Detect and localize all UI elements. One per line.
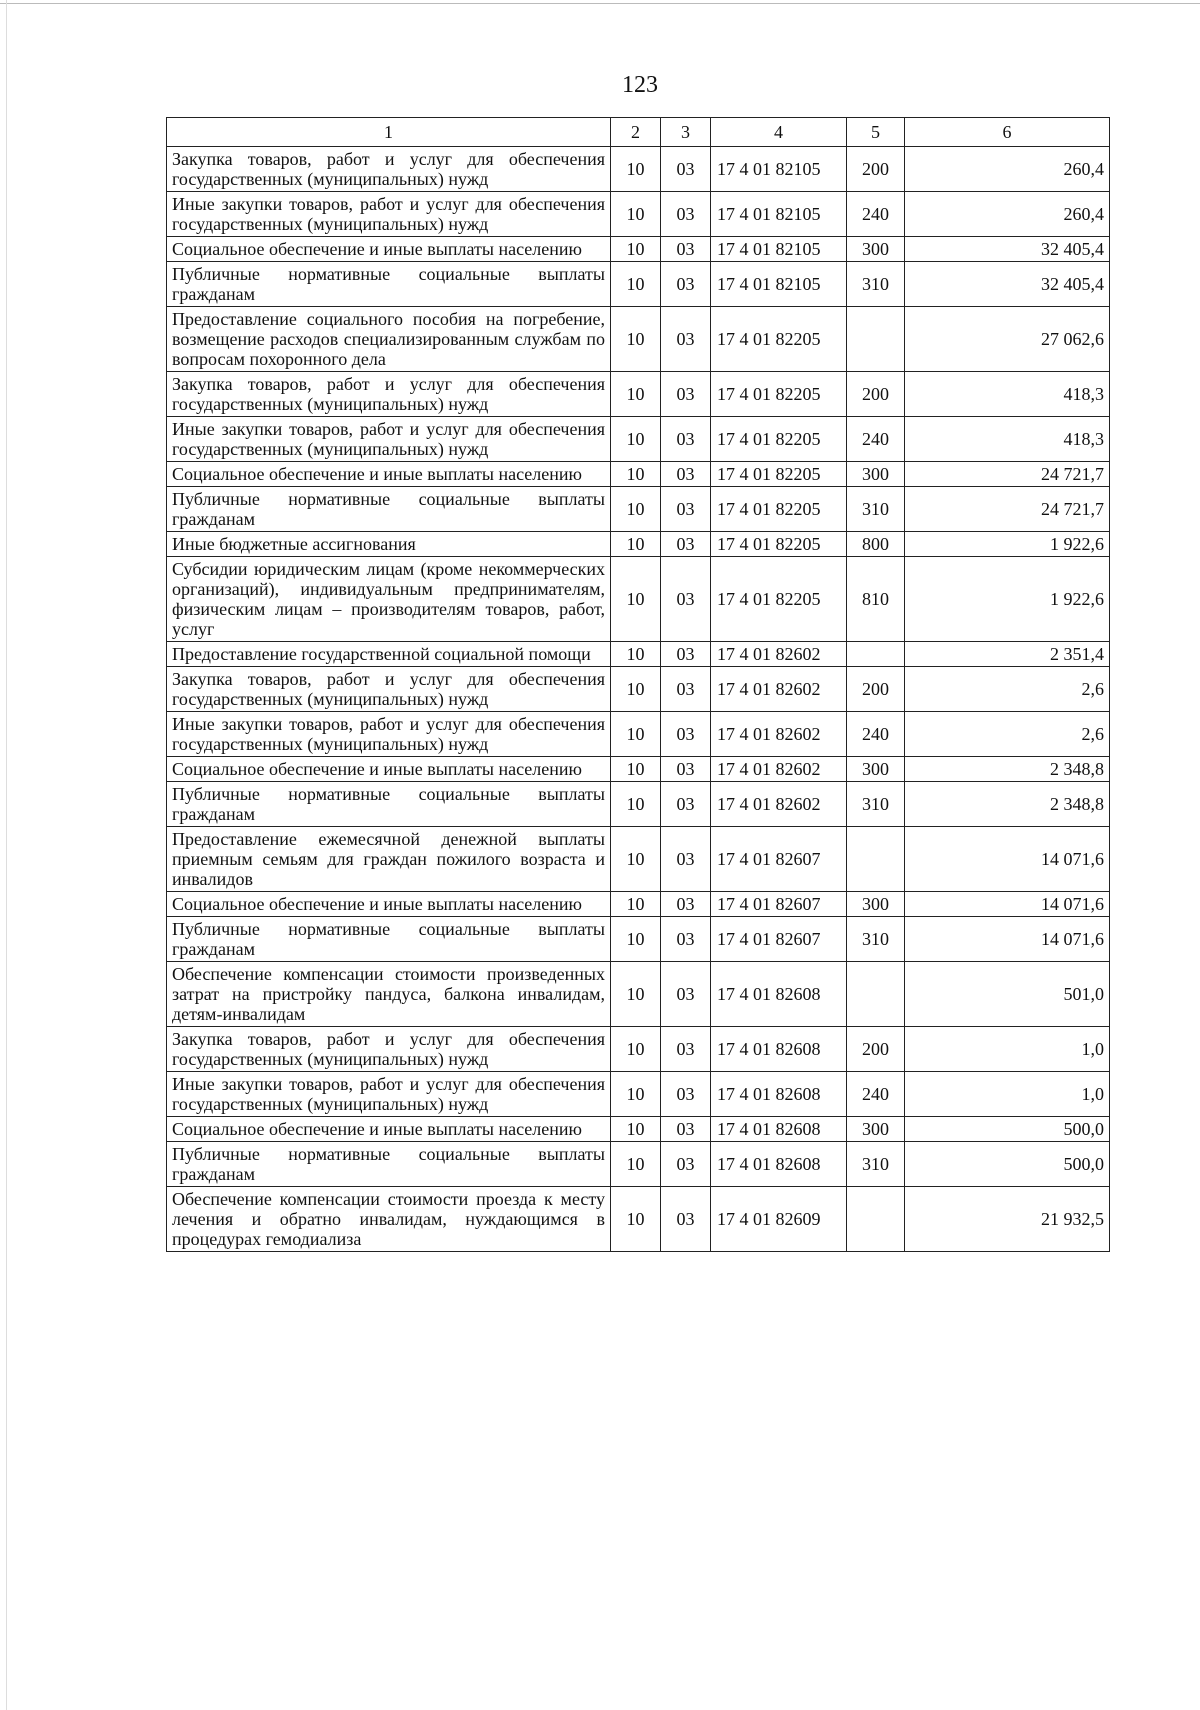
target-code-cell: 17 4 01 82602 — [711, 667, 847, 712]
target-code-cell: 17 4 01 82602 — [711, 757, 847, 782]
section-cell: 10 — [611, 262, 661, 307]
subsection-cell: 03 — [661, 532, 711, 557]
description-cell: Предоставление ежемесячной денежной выплаты приемным семьям для граждан пожилого возраста и инвалидов — [167, 827, 611, 892]
table-row — [167, 1072, 1110, 1117]
section-cell: 10 — [611, 757, 661, 782]
subsection-cell: 03 — [661, 712, 711, 757]
expense-type-cell — [847, 827, 905, 892]
section-cell: 10 — [611, 782, 661, 827]
expense-type-cell: 240 — [847, 192, 905, 237]
section-cell: 10 — [611, 237, 661, 262]
amount-cell: 32 405,4 — [905, 262, 1110, 307]
expense-type-cell: 310 — [847, 1142, 905, 1187]
table-row — [167, 532, 1110, 557]
table-row — [167, 757, 1110, 782]
expense-type-cell: 300 — [847, 757, 905, 782]
amount-cell: 500,0 — [905, 1142, 1110, 1187]
table-row — [167, 487, 1110, 532]
table-row — [167, 782, 1110, 827]
table-header — [167, 118, 1110, 147]
section-cell: 10 — [611, 147, 661, 192]
table-row — [167, 417, 1110, 462]
target-code-cell: 17 4 01 82105 — [711, 237, 847, 262]
amount-cell: 32 405,4 — [905, 237, 1110, 262]
amount-cell: 14 071,6 — [905, 827, 1110, 892]
section-cell: 10 — [611, 642, 661, 667]
section-cell: 10 — [611, 462, 661, 487]
section-cell: 10 — [611, 487, 661, 532]
section-cell: 10 — [611, 307, 661, 372]
amount-cell: 2,6 — [905, 712, 1110, 757]
section-cell: 10 — [611, 712, 661, 757]
table-row — [167, 917, 1110, 962]
amount-cell: 27 062,6 — [905, 307, 1110, 372]
section-cell: 10 — [611, 1072, 661, 1117]
subsection-cell: 03 — [661, 262, 711, 307]
target-code-cell: 17 4 01 82607 — [711, 892, 847, 917]
expense-type-cell: 310 — [847, 487, 905, 532]
table-row — [167, 192, 1110, 237]
subsection-cell: 03 — [661, 307, 711, 372]
subsection-cell: 03 — [661, 1187, 711, 1252]
subsection-cell: 03 — [661, 667, 711, 712]
expense-type-cell: 300 — [847, 1117, 905, 1142]
amount-cell: 500,0 — [905, 1117, 1110, 1142]
expense-type-cell: 240 — [847, 712, 905, 757]
section-cell: 10 — [611, 827, 661, 892]
target-code-cell: 17 4 01 82205 — [711, 532, 847, 557]
section-cell: 10 — [611, 1142, 661, 1187]
header-cell-col3: 3 — [661, 118, 711, 147]
amount-cell: 1 922,6 — [905, 557, 1110, 642]
table-row — [167, 1027, 1110, 1072]
table-row — [167, 962, 1110, 1027]
subsection-cell: 03 — [661, 892, 711, 917]
amount-cell: 24 721,7 — [905, 462, 1110, 487]
table-row — [167, 667, 1110, 712]
target-code-cell: 17 4 01 82205 — [711, 557, 847, 642]
amount-cell: 501,0 — [905, 962, 1110, 1027]
amount-cell: 1 922,6 — [905, 532, 1110, 557]
description-cell: Субсидии юридическим лицам (кроме некоммерческих организаций), индивидуальным предпринимателям, физическим лицам – производителям товаров, работ, услуг — [167, 557, 611, 642]
subsection-cell: 03 — [661, 642, 711, 667]
section-cell: 10 — [611, 557, 661, 642]
description-cell: Предоставление социального пособия на погребение, возмещение расходов специализированным службам по вопросам похоронного дела — [167, 307, 611, 372]
expense-type-cell: 200 — [847, 372, 905, 417]
expense-type-cell: 200 — [847, 147, 905, 192]
expense-type-cell: 300 — [847, 892, 905, 917]
table-row — [167, 237, 1110, 262]
description-cell: Публичные нормативные социальные выплаты гражданам — [167, 917, 611, 962]
section-cell: 10 — [611, 1187, 661, 1252]
expense-type-cell: 240 — [847, 1072, 905, 1117]
header-cell-col5: 5 — [847, 118, 905, 147]
header-cell-col4: 4 — [711, 118, 847, 147]
header-cell-col6: 6 — [905, 118, 1110, 147]
amount-cell: 418,3 — [905, 417, 1110, 462]
budget-table — [166, 117, 1110, 1252]
amount-cell: 2,6 — [905, 667, 1110, 712]
description-cell: Социальное обеспечение и иные выплаты населению — [167, 892, 611, 917]
table-row — [167, 557, 1110, 642]
target-code-cell: 17 4 01 82608 — [711, 1142, 847, 1187]
expense-type-cell — [847, 307, 905, 372]
scan-left-edge — [6, 0, 7, 1710]
description-cell: Публичные нормативные социальные выплаты гражданам — [167, 782, 611, 827]
expense-type-cell: 200 — [847, 667, 905, 712]
description-cell: Социальное обеспечение и иные выплаты населению — [167, 462, 611, 487]
amount-cell: 14 071,6 — [905, 892, 1110, 917]
amount-cell: 260,4 — [905, 192, 1110, 237]
description-cell: Социальное обеспечение и иные выплаты населению — [167, 757, 611, 782]
description-cell: Закупка товаров, работ и услуг для обеспечения государственных (муниципальных) нужд — [167, 147, 611, 192]
section-cell: 10 — [611, 917, 661, 962]
subsection-cell: 03 — [661, 782, 711, 827]
description-cell: Публичные нормативные социальные выплаты гражданам — [167, 1142, 611, 1187]
section-cell: 10 — [611, 372, 661, 417]
target-code-cell: 17 4 01 82607 — [711, 827, 847, 892]
section-cell: 10 — [611, 1117, 661, 1142]
description-cell: Иные закупки товаров, работ и услуг для обеспечения государственных (муниципальных) нужд — [167, 712, 611, 757]
table-row — [167, 147, 1110, 192]
expense-type-cell: 200 — [847, 1027, 905, 1072]
table-row — [167, 1187, 1110, 1252]
section-cell: 10 — [611, 962, 661, 1027]
subsection-cell: 03 — [661, 757, 711, 782]
description-cell: Обеспечение компенсации стоимости проезда к месту лечения и обратно инвалидам, нуждающимся в процедурах гемодиализа — [167, 1187, 611, 1252]
section-cell: 10 — [611, 892, 661, 917]
target-code-cell: 17 4 01 82205 — [711, 487, 847, 532]
table-row — [167, 1117, 1110, 1142]
description-cell: Социальное обеспечение и иные выплаты населению — [167, 1117, 611, 1142]
table-row — [167, 372, 1110, 417]
expense-type-cell: 300 — [847, 237, 905, 262]
amount-cell: 418,3 — [905, 372, 1110, 417]
amount-cell: 14 071,6 — [905, 917, 1110, 962]
amount-cell: 1,0 — [905, 1027, 1110, 1072]
section-cell: 10 — [611, 667, 661, 712]
section-cell: 10 — [611, 532, 661, 557]
table-row — [167, 892, 1110, 917]
description-cell: Публичные нормативные социальные выплаты гражданам — [167, 262, 611, 307]
expense-type-cell — [847, 1187, 905, 1252]
target-code-cell: 17 4 01 82608 — [711, 1117, 847, 1142]
expense-type-cell: 800 — [847, 532, 905, 557]
expense-type-cell: 310 — [847, 917, 905, 962]
subsection-cell: 03 — [661, 487, 711, 532]
table-row — [167, 642, 1110, 667]
subsection-cell: 03 — [661, 1117, 711, 1142]
expense-type-cell — [847, 962, 905, 1027]
target-code-cell: 17 4 01 82105 — [711, 262, 847, 307]
amount-cell: 2 348,8 — [905, 757, 1110, 782]
page-number: 123 — [622, 72, 658, 98]
table-row — [167, 307, 1110, 372]
subsection-cell: 03 — [661, 557, 711, 642]
description-cell: Закупка товаров, работ и услуг для обеспечения государственных (муниципальных) нужд — [167, 667, 611, 712]
target-code-cell: 17 4 01 82205 — [711, 417, 847, 462]
amount-cell: 21 932,5 — [905, 1187, 1110, 1252]
header-cell-col1: 1 — [167, 118, 611, 147]
subsection-cell: 03 — [661, 827, 711, 892]
target-code-cell: 17 4 01 82602 — [711, 782, 847, 827]
header-cell-col2: 2 — [611, 118, 661, 147]
table-row — [167, 462, 1110, 487]
subsection-cell: 03 — [661, 417, 711, 462]
subsection-cell: 03 — [661, 1027, 711, 1072]
section-cell: 10 — [611, 192, 661, 237]
subsection-cell: 03 — [661, 1072, 711, 1117]
table-row — [167, 712, 1110, 757]
target-code-cell: 17 4 01 82608 — [711, 1027, 847, 1072]
expense-type-cell: 810 — [847, 557, 905, 642]
amount-cell: 2 351,4 — [905, 642, 1110, 667]
table-header-row — [167, 118, 1110, 147]
subsection-cell: 03 — [661, 1142, 711, 1187]
scan-border-line — [0, 3, 1200, 4]
subsection-cell: 03 — [661, 462, 711, 487]
amount-cell: 2 348,8 — [905, 782, 1110, 827]
section-cell: 10 — [611, 417, 661, 462]
subsection-cell: 03 — [661, 237, 711, 262]
expense-type-cell: 240 — [847, 417, 905, 462]
description-cell: Публичные нормативные социальные выплаты гражданам — [167, 487, 611, 532]
target-code-cell: 17 4 01 82609 — [711, 1187, 847, 1252]
subsection-cell: 03 — [661, 962, 711, 1027]
target-code-cell: 17 4 01 82602 — [711, 642, 847, 667]
target-code-cell: 17 4 01 82105 — [711, 147, 847, 192]
table-body — [167, 147, 1110, 1252]
target-code-cell: 17 4 01 82105 — [711, 192, 847, 237]
description-cell: Закупка товаров, работ и услуг для обеспечения государственных (муниципальных) нужд — [167, 372, 611, 417]
amount-cell: 260,4 — [905, 147, 1110, 192]
target-code-cell: 17 4 01 82608 — [711, 962, 847, 1027]
target-code-cell: 17 4 01 82205 — [711, 307, 847, 372]
section-cell: 10 — [611, 1027, 661, 1072]
table-row — [167, 1142, 1110, 1187]
table-row — [167, 827, 1110, 892]
expense-type-cell: 310 — [847, 262, 905, 307]
description-cell: Закупка товаров, работ и услуг для обеспечения государственных (муниципальных) нужд — [167, 1027, 611, 1072]
target-code-cell: 17 4 01 82602 — [711, 712, 847, 757]
subsection-cell: 03 — [661, 372, 711, 417]
target-code-cell: 17 4 01 82607 — [711, 917, 847, 962]
expense-type-cell: 310 — [847, 782, 905, 827]
subsection-cell: 03 — [661, 192, 711, 237]
target-code-cell: 17 4 01 82608 — [711, 1072, 847, 1117]
table-row — [167, 262, 1110, 307]
expense-type-cell — [847, 642, 905, 667]
amount-cell: 24 721,7 — [905, 487, 1110, 532]
subsection-cell: 03 — [661, 917, 711, 962]
description-cell: Иные закупки товаров, работ и услуг для обеспечения государственных (муниципальных) нужд — [167, 1072, 611, 1117]
subsection-cell: 03 — [661, 147, 711, 192]
amount-cell: 1,0 — [905, 1072, 1110, 1117]
description-cell: Иные закупки товаров, работ и услуг для обеспечения государственных (муниципальных) нужд — [167, 192, 611, 237]
description-cell: Социальное обеспечение и иные выплаты населению — [167, 237, 611, 262]
description-cell: Иные бюджетные ассигнования — [167, 532, 611, 557]
expense-type-cell: 300 — [847, 462, 905, 487]
target-code-cell: 17 4 01 82205 — [711, 372, 847, 417]
target-code-cell: 17 4 01 82205 — [711, 462, 847, 487]
description-cell: Обеспечение компенсации стоимости произведенных затрат на пристройку пандуса, балкона инвалидам, детям-инвалидам — [167, 962, 611, 1027]
description-cell: Предоставление государственной социальной помощи — [167, 642, 611, 667]
description-cell: Иные закупки товаров, работ и услуг для обеспечения государственных (муниципальных) нужд — [167, 417, 611, 462]
